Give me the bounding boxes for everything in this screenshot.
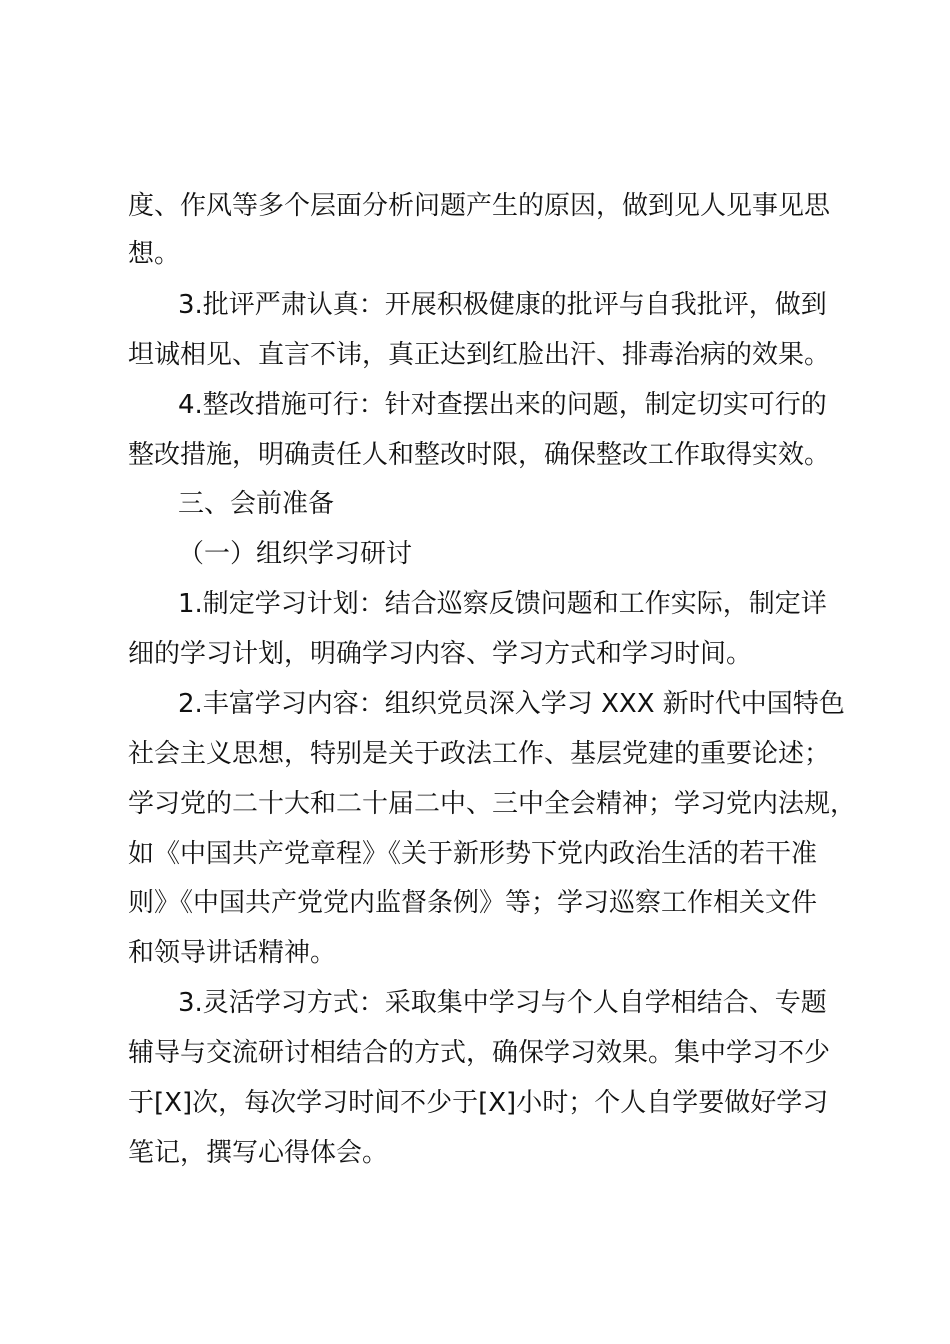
text-line-content: 想。 bbox=[128, 239, 181, 269]
text-line-content: 如《中国共产党章程》《关于新形势下党内政治生活的若干准 bbox=[128, 839, 818, 869]
text-line-content: 3.批评严肃认真：开展积极健康的批评与自我批评，做到 bbox=[178, 290, 827, 320]
text-line-content: 2.丰富学习内容：组织党员深入学习 XXX 新时代中国特色 bbox=[178, 689, 845, 719]
text-line bbox=[0, 883, 950, 923]
text-line bbox=[0, 335, 950, 375]
section-heading-text: 三、会前准备 bbox=[178, 489, 335, 519]
subsection-heading-text: （一）组织学习研讨 bbox=[178, 539, 413, 569]
text-line-content: 坦诚相见、直言不讳，真正达到红脸出汗、排毒治病的效果。 bbox=[128, 340, 831, 370]
subsection-heading bbox=[0, 534, 950, 574]
text-line-content: 度、作风等多个层面分析问题产生的原因，做到见人见事见思 bbox=[128, 191, 831, 221]
text-line bbox=[0, 933, 950, 973]
text-line bbox=[0, 1083, 950, 1123]
text-line-content: 社会主义思想，特别是关于政法工作、基层党建的重要论述； bbox=[128, 739, 831, 769]
text-line bbox=[0, 385, 950, 425]
text-line bbox=[0, 634, 950, 674]
text-line-content: 细的学习计划，明确学习内容、学习方式和学习时间。 bbox=[128, 639, 753, 669]
text-line-content: 于[X]次，每次学习时间不少于[X]小时；个人自学要做好学习 bbox=[128, 1088, 829, 1118]
text-line bbox=[0, 684, 950, 724]
text-line bbox=[0, 285, 950, 325]
text-line bbox=[0, 734, 950, 774]
text-line bbox=[0, 1133, 950, 1173]
text-line bbox=[0, 186, 950, 226]
text-line bbox=[0, 584, 950, 624]
text-line-content: 和领导讲话精神。 bbox=[128, 938, 337, 968]
text-line-content: 3.灵活学习方式：采取集中学习与个人自学相结合、专题 bbox=[178, 988, 827, 1018]
text-line bbox=[0, 983, 950, 1023]
text-line-content: 则》《中国共产党党内监督条例》等；学习巡察工作相关文件 bbox=[128, 888, 818, 918]
text-line bbox=[0, 784, 950, 824]
text-line bbox=[0, 435, 950, 475]
text-line-content: 学习党的二十大和二十届二中、三中全会精神；学习党内法规， bbox=[128, 789, 857, 819]
text-line-content: 1.制定学习计划：结合巡察反馈问题和工作实际，制定详 bbox=[178, 589, 827, 619]
text-line bbox=[0, 834, 950, 874]
text-line-content: 4.整改措施可行：针对查摆出来的问题，制定切实可行的 bbox=[178, 390, 827, 420]
text-line-content: 笔记，撰写心得体会。 bbox=[128, 1138, 389, 1168]
text-line-content: 整改措施，明确责任人和整改时限，确保整改工作取得实效。 bbox=[128, 440, 831, 470]
text-line bbox=[0, 234, 950, 274]
text-line-content: 辅导与交流研讨相结合的方式，确保学习效果。集中学习不少 bbox=[128, 1038, 831, 1068]
section-heading bbox=[0, 484, 950, 524]
text-line bbox=[0, 1033, 950, 1073]
